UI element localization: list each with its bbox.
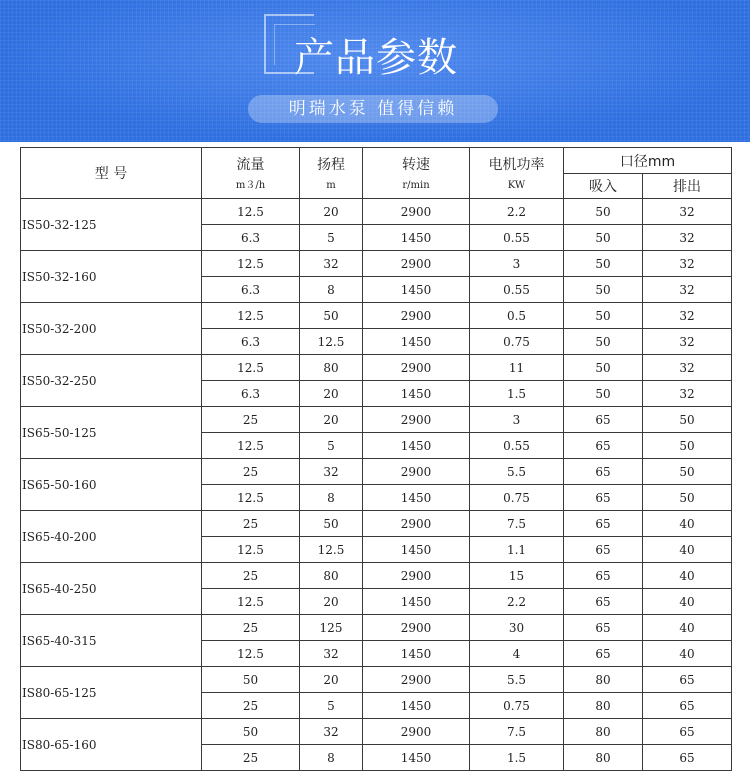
power-cell: 0.5 — [470, 303, 564, 329]
speed-cell: 2900 — [363, 667, 470, 693]
flow-cell: 12.5 — [202, 485, 300, 511]
outlet-cell: 32 — [643, 277, 732, 303]
power-cell: 2.2 — [470, 589, 564, 615]
inlet-cell: 65 — [564, 537, 643, 563]
outlet-cell: 32 — [643, 225, 732, 251]
power-cell: 15 — [470, 563, 564, 589]
head-cell: 32 — [300, 641, 363, 667]
header-model: 型 号 — [21, 148, 202, 199]
flow-cell: 25 — [202, 511, 300, 537]
inlet-cell: 50 — [564, 225, 643, 251]
banner-subtitle: 明瑞水泵 值得信赖 — [248, 95, 498, 123]
power-cell: 30 — [470, 615, 564, 641]
header-speed-unit: r/min — [402, 180, 430, 191]
head-cell: 8 — [300, 745, 363, 771]
inlet-cell: 65 — [564, 485, 643, 511]
head-cell: 20 — [300, 407, 363, 433]
speed-cell: 1450 — [363, 745, 470, 771]
outlet-cell: 65 — [643, 667, 732, 693]
table-row — [21, 251, 732, 277]
head-cell: 50 — [300, 303, 363, 329]
outlet-cell: 32 — [643, 303, 732, 329]
inlet-cell: 50 — [564, 355, 643, 381]
model-cell: IS65-40-315 — [21, 615, 202, 667]
speed-cell: 2900 — [363, 251, 470, 277]
inlet-cell: 65 — [564, 511, 643, 537]
table-row — [21, 719, 732, 745]
power-cell: 7.5 — [470, 511, 564, 537]
power-cell: 1.5 — [470, 381, 564, 407]
power-cell: 0.55 — [470, 225, 564, 251]
header-speed-label: 转速 — [402, 157, 430, 173]
banner-title: 产品参数 — [294, 35, 458, 81]
table-row — [21, 459, 732, 485]
outlet-cell: 40 — [643, 641, 732, 667]
inlet-cell: 80 — [564, 667, 643, 693]
inlet-cell: 50 — [564, 199, 643, 225]
outlet-cell: 40 — [643, 511, 732, 537]
power-cell: 0.55 — [470, 433, 564, 459]
head-cell: 80 — [300, 563, 363, 589]
speed-cell: 2900 — [363, 303, 470, 329]
flow-cell: 6.3 — [202, 381, 300, 407]
outlet-cell: 40 — [643, 615, 732, 641]
flow-cell: 12.5 — [202, 589, 300, 615]
table-row — [21, 199, 732, 225]
outlet-cell: 32 — [643, 199, 732, 225]
head-cell: 125 — [300, 615, 363, 641]
table-row — [21, 303, 732, 329]
model-cell: IS50-32-125 — [21, 199, 202, 251]
speed-cell: 1450 — [363, 381, 470, 407]
speed-cell: 1450 — [363, 433, 470, 459]
flow-cell: 6.3 — [202, 329, 300, 355]
model-cell: IS65-40-200 — [21, 511, 202, 563]
header-head — [300, 148, 363, 199]
flow-cell: 6.3 — [202, 277, 300, 303]
speed-cell: 2900 — [363, 407, 470, 433]
header-power-unit: KW — [507, 180, 526, 191]
speed-cell: 2900 — [363, 511, 470, 537]
flow-cell: 12.5 — [202, 537, 300, 563]
spec-table — [20, 147, 732, 771]
model-cell: IS80-65-125 — [21, 667, 202, 719]
header-flow-label: 流量 — [236, 157, 265, 173]
head-cell: 32 — [300, 251, 363, 277]
table-row — [21, 407, 732, 433]
head-cell: 20 — [300, 381, 363, 407]
outlet-cell: 40 — [643, 589, 732, 615]
outlet-cell: 50 — [643, 485, 732, 511]
flow-cell: 50 — [202, 667, 300, 693]
flow-cell: 25 — [202, 407, 300, 433]
flow-cell: 25 — [202, 563, 300, 589]
power-cell: 0.75 — [470, 485, 564, 511]
table-row — [21, 563, 732, 589]
power-cell: 1.5 — [470, 745, 564, 771]
table-row — [21, 667, 732, 693]
inlet-cell: 65 — [564, 459, 643, 485]
outlet-cell: 50 — [643, 407, 732, 433]
speed-cell: 1450 — [363, 693, 470, 719]
inlet-cell: 50 — [564, 329, 643, 355]
head-cell: 5 — [300, 693, 363, 719]
speed-cell: 1450 — [363, 329, 470, 355]
head-cell: 80 — [300, 355, 363, 381]
head-cell: 20 — [300, 589, 363, 615]
flow-cell: 6.3 — [202, 225, 300, 251]
head-cell: 5 — [300, 433, 363, 459]
header-head-label: 扬程 — [317, 157, 345, 173]
head-cell: 32 — [300, 459, 363, 485]
header-head-unit: m — [326, 180, 336, 191]
table-row — [21, 355, 732, 381]
flow-cell: 12.5 — [202, 251, 300, 277]
inlet-cell: 65 — [564, 615, 643, 641]
outlet-cell: 40 — [643, 537, 732, 563]
power-cell: 1.1 — [470, 537, 564, 563]
outlet-cell: 50 — [643, 433, 732, 459]
head-cell: 12.5 — [300, 537, 363, 563]
flow-cell: 25 — [202, 615, 300, 641]
inlet-cell: 65 — [564, 563, 643, 589]
speed-cell: 1450 — [363, 225, 470, 251]
flow-cell: 12.5 — [202, 433, 300, 459]
head-cell: 32 — [300, 719, 363, 745]
inlet-cell: 65 — [564, 589, 643, 615]
power-cell: 3 — [470, 407, 564, 433]
model-cell: IS50-32-250 — [21, 355, 202, 407]
header-flow-unit: m３/h — [235, 180, 266, 191]
header-inlet: 吸入 — [564, 174, 643, 199]
inlet-cell: 65 — [564, 407, 643, 433]
model-cell: IS50-32-200 — [21, 303, 202, 355]
outlet-cell: 40 — [643, 563, 732, 589]
inlet-cell: 50 — [564, 303, 643, 329]
power-cell: 0.75 — [470, 693, 564, 719]
power-cell: 4 — [470, 641, 564, 667]
flow-cell: 25 — [202, 693, 300, 719]
outlet-cell: 32 — [643, 251, 732, 277]
speed-cell: 2900 — [363, 459, 470, 485]
speed-cell: 2900 — [363, 355, 470, 381]
speed-cell: 2900 — [363, 719, 470, 745]
header-power — [470, 148, 564, 199]
speed-cell: 2900 — [363, 615, 470, 641]
speed-cell: 1450 — [363, 485, 470, 511]
power-cell: 3 — [470, 251, 564, 277]
outlet-cell: 65 — [643, 693, 732, 719]
head-cell: 50 — [300, 511, 363, 537]
power-cell: 5.5 — [470, 459, 564, 485]
model-cell: IS65-50-125 — [21, 407, 202, 459]
header-power-label: 电机功率 — [488, 157, 545, 173]
outlet-cell: 50 — [643, 459, 732, 485]
flow-cell: 12.5 — [202, 303, 300, 329]
inlet-cell: 80 — [564, 693, 643, 719]
inlet-cell: 50 — [564, 277, 643, 303]
outlet-cell: 32 — [643, 381, 732, 407]
power-cell: 0.55 — [470, 277, 564, 303]
model-cell: IS65-50-160 — [21, 459, 202, 511]
power-cell: 11 — [470, 355, 564, 381]
model-cell: IS80-65-160 — [21, 719, 202, 771]
model-cell: IS50-32-160 — [21, 251, 202, 303]
speed-cell: 1450 — [363, 537, 470, 563]
flow-cell: 12.5 — [202, 641, 300, 667]
power-cell: 5.5 — [470, 667, 564, 693]
outlet-cell: 32 — [643, 355, 732, 381]
power-cell: 7.5 — [470, 719, 564, 745]
head-cell: 20 — [300, 199, 363, 225]
speed-cell: 2900 — [363, 199, 470, 225]
speed-cell: 1450 — [363, 641, 470, 667]
header-speed — [363, 148, 470, 199]
head-cell: 20 — [300, 667, 363, 693]
spec-table-body — [21, 199, 732, 771]
flow-cell: 12.5 — [202, 355, 300, 381]
speed-cell: 1450 — [363, 589, 470, 615]
head-cell: 12.5 — [300, 329, 363, 355]
flow-cell: 12.5 — [202, 199, 300, 225]
inlet-cell: 50 — [564, 251, 643, 277]
power-cell: 0.75 — [470, 329, 564, 355]
flow-cell: 50 — [202, 719, 300, 745]
inlet-cell: 80 — [564, 745, 643, 771]
header-outlet: 排出 — [643, 174, 732, 199]
flow-cell: 25 — [202, 745, 300, 771]
table-row — [21, 615, 732, 641]
head-cell: 8 — [300, 485, 363, 511]
header-bore: 口径mm — [564, 148, 732, 174]
inlet-cell: 65 — [564, 641, 643, 667]
speed-cell: 2900 — [363, 563, 470, 589]
head-cell: 8 — [300, 277, 363, 303]
table-row — [21, 511, 732, 537]
outlet-cell: 65 — [643, 719, 732, 745]
inlet-cell: 65 — [564, 433, 643, 459]
speed-cell: 1450 — [363, 277, 470, 303]
outlet-cell: 32 — [643, 329, 732, 355]
head-cell: 5 — [300, 225, 363, 251]
model-cell: IS65-40-250 — [21, 563, 202, 615]
inlet-cell: 80 — [564, 719, 643, 745]
inlet-cell: 50 — [564, 381, 643, 407]
banner — [0, 0, 750, 142]
flow-cell: 25 — [202, 459, 300, 485]
header-flow — [202, 148, 300, 199]
power-cell: 2.2 — [470, 199, 564, 225]
outlet-cell: 65 — [643, 745, 732, 771]
